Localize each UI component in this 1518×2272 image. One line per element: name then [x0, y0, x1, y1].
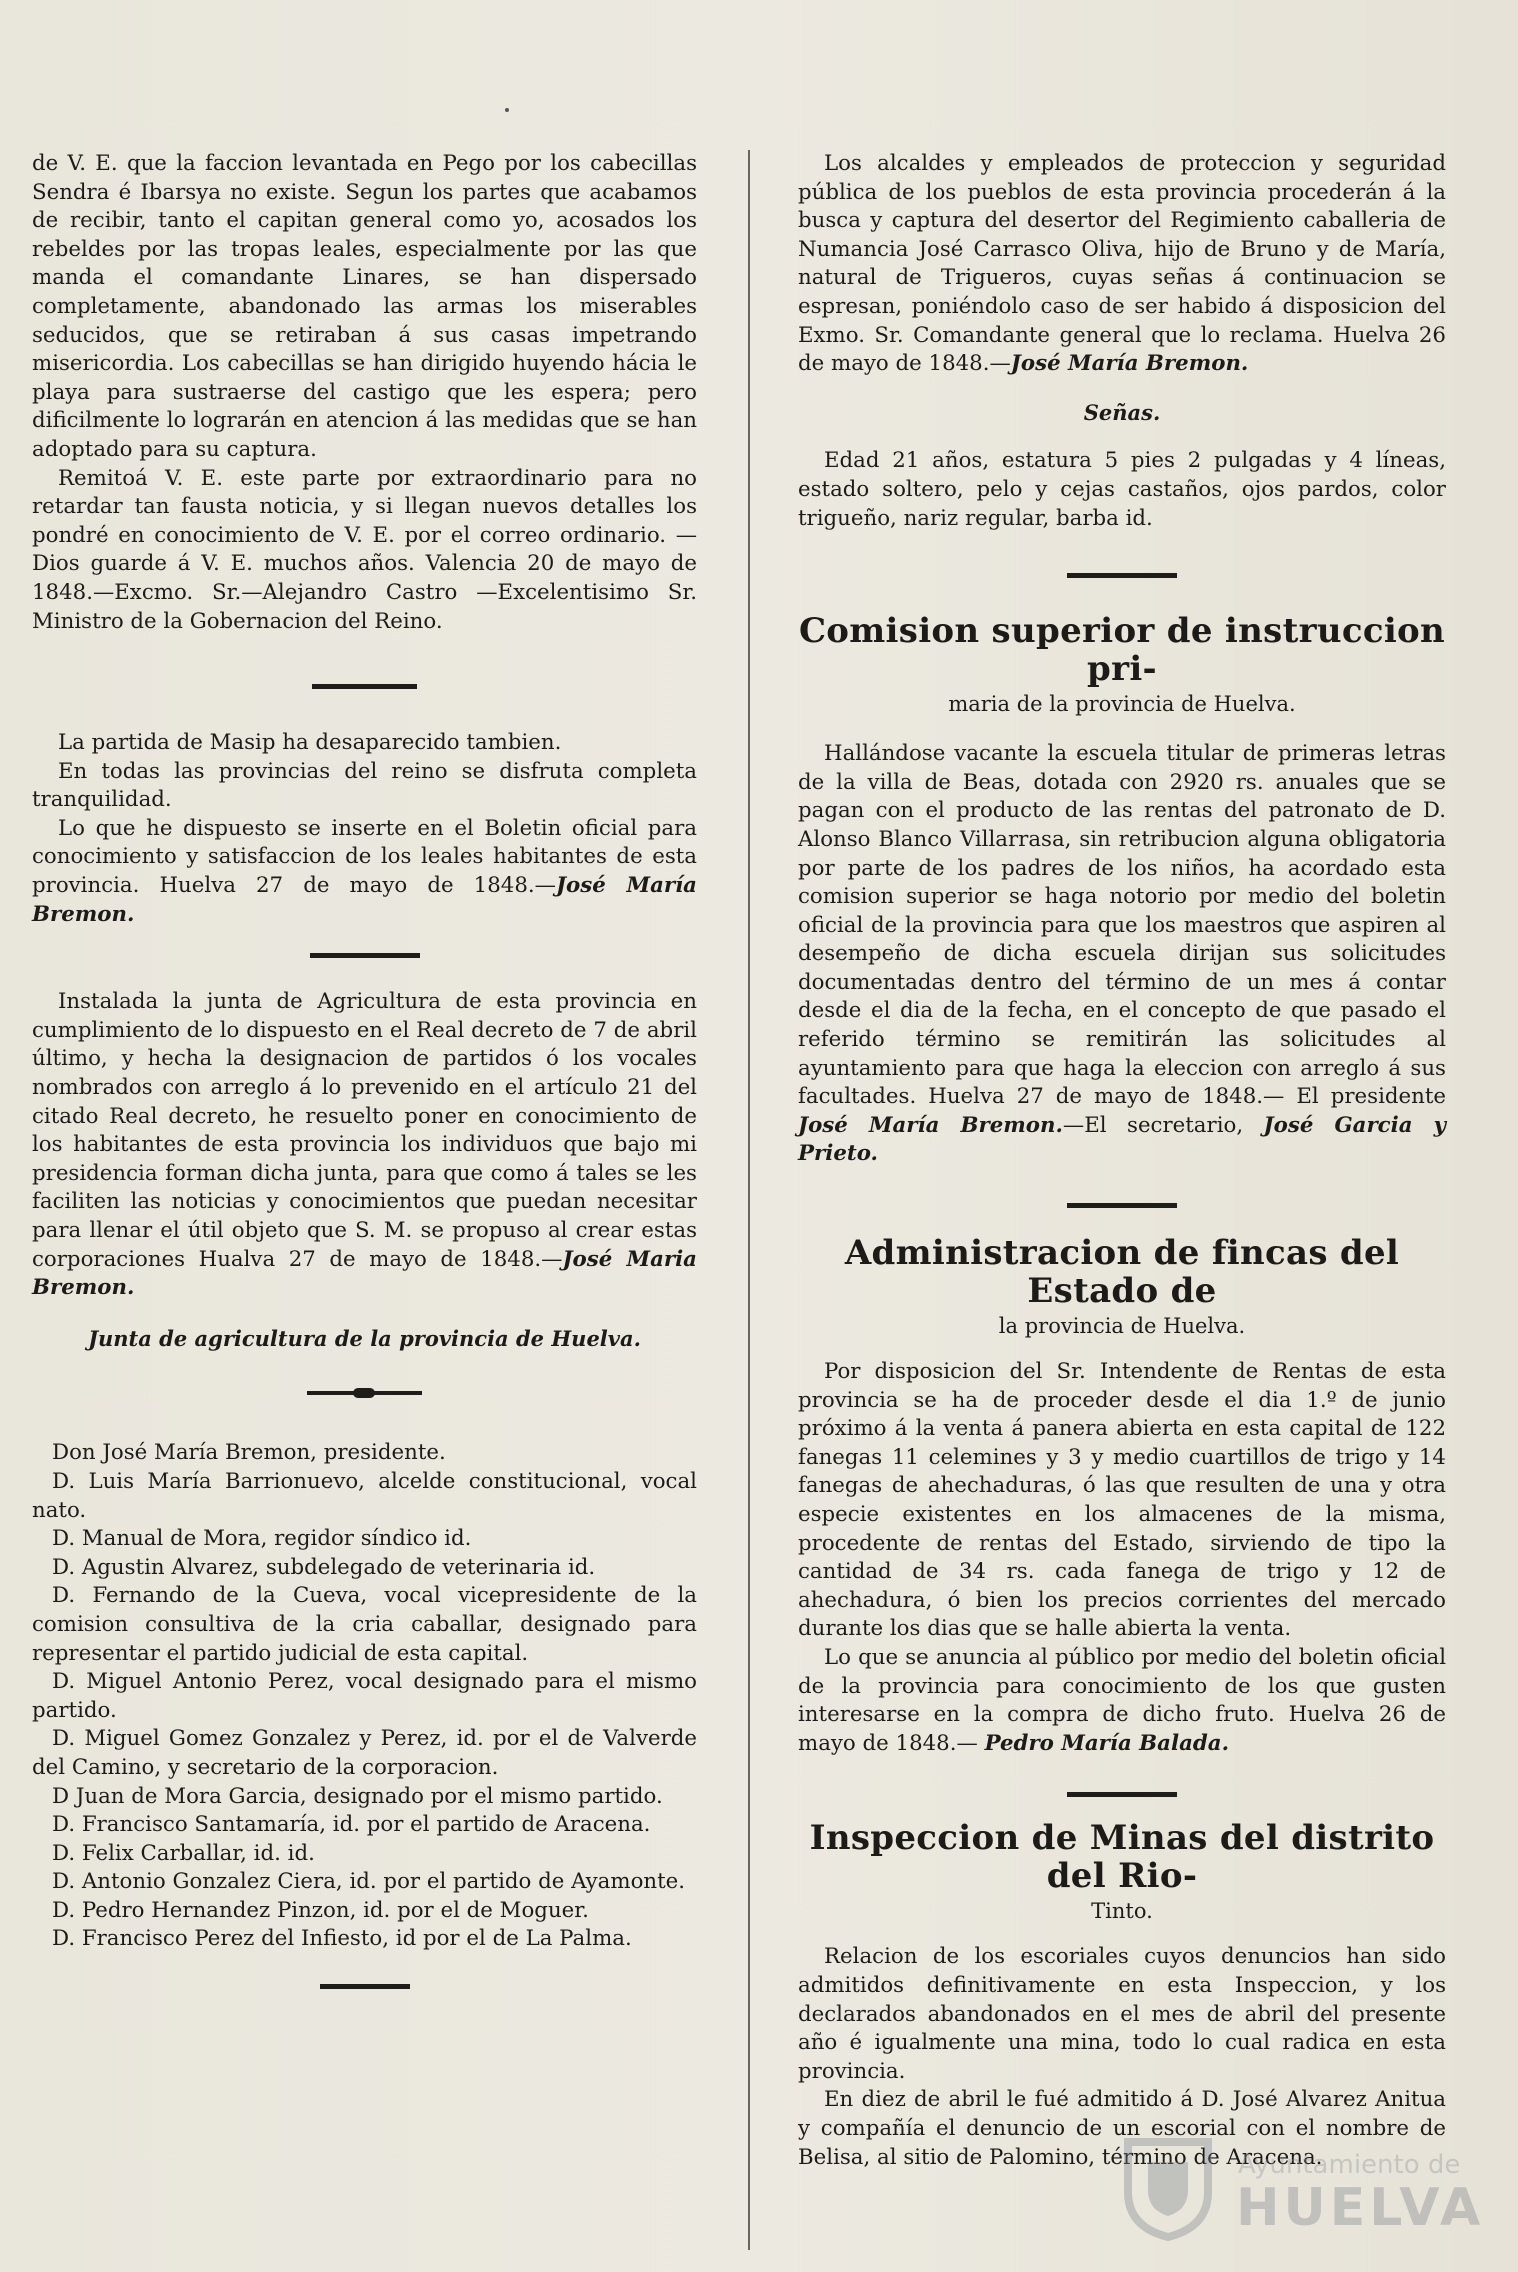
paragraph-text: Hallándose vacante la escuela titular de primeras letras de la villa de Beas, dotada con 2920 rs. anuales que se pagan con el producto de las rentas del patronato de D. Alonso Blanco Villarrasa, sin retribucion alguna obligatoria por parte de los padres de los niños, ha acordado esta comision superior se haga notorio por medio del boletin oficial de la provincia para que los maestros que aspiren al desempeño de dicha escuela dirijan sus solicitudes documentadas dentro del término de un mes á contar desde el dia de la fecha, en el concepto de que pasado el referido término se remitirán las solicitudes al ayuntamiento para que haga la eleccion con arreglo á sus facultades. Huelva 27 de mayo de 1848.— El presidente	[798, 741, 1446, 1110]
paragraph	[798, 150, 1446, 379]
signature: José Maria Bremon.	[32, 1246, 697, 1301]
list-item: D. Miguel Gomez Gonzalez y Perez, id. por el de Valverde del Camino, y secretario de la corporacion.	[32, 1726, 697, 1780]
paragraph: La partida de Masip ha desaparecido tambien.	[58, 730, 562, 756]
paragraph	[798, 1644, 1446, 1758]
city-emblem-icon	[1118, 2132, 1218, 2242]
list-item: D. Manual de Mora, regidor síndico id.	[52, 1526, 472, 1552]
paragraph: En diez de abril le fué admitido á D. José Alvarez Anitua y compañía el denuncio de un escorial con el nombre de Belisa, al sitio de Palomino, término de Aracena.	[798, 2087, 1446, 2170]
page-mark	[505, 108, 509, 112]
paragraph	[32, 988, 697, 1303]
paragraph-text: —El secretario,	[1062, 1112, 1264, 1138]
senas-title: Señas.	[1083, 399, 1161, 425]
paragraph: En todas las provincias del reino se disfruta completa tranquilidad.	[32, 758, 697, 813]
list-item: D. Miguel Antonio Perez, vocal designado para el mismo partido.	[32, 1669, 697, 1723]
list-item: D. Pedro Hernandez Pinzon, id. por el de Moguer.	[52, 1897, 589, 1923]
list-item: D. Antonio Gonzalez Ciera, id. por el partido de Ayamonte.	[52, 1869, 686, 1895]
section-heading: Administracion de fincas del Estado de	[844, 1233, 1400, 1312]
signature: José María Bremon.	[798, 1112, 1063, 1138]
signature: José María Bremon.	[1010, 351, 1249, 377]
section-subheading: Tinto.	[1091, 1899, 1153, 1924]
section-heading: Comision superior de instruccion pri-	[798, 611, 1446, 690]
paragraph	[798, 740, 1446, 1169]
left-column	[32, 150, 697, 1989]
signature: José Garcia y Prieto.	[798, 1112, 1446, 1167]
paragraph-text: Instalada la junta de Agricultura de esta provincia en cumplimiento de lo dispuesto en el Real decreto de 7 de abril último, y hecha la designacion de partidos ó los vocales nombrados con arreglo á lo prevenido en el artículo 21 del citado Real decreto, he resuelto poner en conocimiento de los habitantes de esta provincia los individuos que bajo mi presidencia forman dicha junta, para que como á tales se les faciliten las noticias y conocimientos que puedan necesitar para llenar el útil objeto que S. M. se propuso al crear estas corporaciones Hualva 27 de mayo de 1848.—	[32, 989, 697, 1272]
watermark	[1118, 2132, 1485, 2242]
junta-title: Junta de agricultura de la provincia de Huelva.	[88, 1325, 641, 1351]
list-item: D. Felix Carballar, id. id.	[52, 1840, 315, 1866]
signature: Pedro María Balada.	[984, 1730, 1229, 1756]
ornamental-rule	[307, 1391, 422, 1395]
section-subheading: la provincia de Huelva.	[998, 1314, 1246, 1339]
section-subheading: maria de la provincia de Huelva.	[948, 692, 1296, 717]
paragraph	[32, 815, 697, 929]
paragraph-text: Los alcaldes y empleados de proteccion y seguridad pública de los pueblos de esta provincia procederán á la busca y captura del desertor del Regimiento caballeria de Numancia José Carrasco Oliva, hijo de Bruno y de María, natural de Trigueros, cuyas señas á continuacion se espresan, poniéndolo caso de ser habido á disposicion del Exmo. Sr. Comandante general que lo reclama. Huelva 26 de mayo de 1848.—	[798, 151, 1446, 377]
paragraph-text: Lo que se anuncia al público por medio del boletin oficial de la provincia para conocimiento de los que gusten interesarse en la compra de dicho fruto. Huelva 26 de mayo de 1848.—	[798, 1644, 1446, 1756]
column-divider	[748, 150, 750, 2250]
list-item: D. Francisco Perez del Infiesto, id por el de La Palma.	[52, 1926, 632, 1952]
paragraph: Remitoá V. E. este parte por extraordinario para no retardar tan fausta noticia, y si llegan nuevos detalles los pondré en conocimiento de V. E. por el correo ordinario. —Dios guarde á V. E. muchos años. Valencia 20 de mayo de 1848.—Excmo. Sr.—Alejandro Castro —Excelentisimo Sr. Ministro de la Gobernacion del Reino.	[32, 465, 697, 634]
section-heading: Inspeccion de Minas del distrito del Rio-	[809, 1818, 1435, 1897]
list-item: D. Agustin Alvarez, subdelegado de veterinaria id.	[52, 1554, 596, 1580]
watermark-line1: Ayuntamiento de	[1238, 2150, 1461, 2180]
members-list	[32, 1439, 697, 1954]
list-item: Don José María Bremon, presidente.	[52, 1440, 446, 1466]
list-item: D. Luis María Barrionuevo, alcelde constitucional, vocal nato.	[32, 1468, 697, 1523]
list-item: D. Fernando de la Cueva, vocal vicepresidente de la comision consultiva de la cria caballar, designado para representar el partido judicial de esta capital.	[32, 1583, 697, 1666]
list-item: D. Francisco Santamaría, id. por el partido de Aracena.	[52, 1812, 651, 1838]
paragraph: Edad 21 años, estatura 5 pies 2 pulgadas y 4 líneas, estado soltero, pelo y cejas castaños, ojos pardos, color trigueño, nariz regular, barba id.	[798, 448, 1446, 531]
right-column	[798, 150, 1446, 2172]
list-item: D Juan de Mora Garcia, designado por el mismo partido.	[52, 1783, 663, 1809]
signature: José María Bremon.	[32, 873, 697, 927]
paragraph: Por disposicion del Sr. Intendente de Rentas de esta provincia se ha de proceder desde el dia 1.º de junio próximo á la venta á panera abierta en esta capital de 122 fanegas 11 celemines y 3 y medio cuartillos de trigo y 14 fanegas de ahechaduras, ó las que resulten de una y otra especie existentes en los almacenes de la misma, procedente de rentas del Estado, sirviendo de tipo la cantidad de 34 rs. cada fanega de trigo y 12 de ahechadura, ó bien los precios corrientes del mercado durante los dias que se halle abierta la venta.	[798, 1359, 1446, 1642]
watermark-line2: HUELVA	[1236, 2178, 1485, 2238]
paragraph: de V. E. que la faccion levantada en Pego por los cabecillas Sendra é Ibarsya no existe. Segun los partes que acabamos de recibir, tanto el capitan general como yo, acosados los rebeldes por las tropas leales, especialmente por las que manda el comandante Linares, se han dispersado completamente, abandonado las armas los miserables seducidos, que se retiraban á sus casas impetrando misericordia. Los cabecillas se han dirigido huyendo hácia le playa para sustraerse del castigo que les espera; pero dificilmente lo lograrán en atencion á las medidas que se han adoptado para su captura.	[32, 151, 697, 462]
paragraph: Relacion de los escoriales cuyos denuncios han sido admitidos definitivamente en esta Inspeccion, y los declarados abandonados en el mes de abril del presente año é igualmente una mina, todo lo cual radica en esta provincia.	[798, 1944, 1446, 2084]
section-rule	[320, 1984, 410, 1989]
paragraph-text: Lo que he dispuesto se inserte en el Boletin oficial para conocimiento y satisfaccion de los leales habitantes de esta provincia. Huelva 27 de mayo de 1848.—	[32, 815, 697, 899]
